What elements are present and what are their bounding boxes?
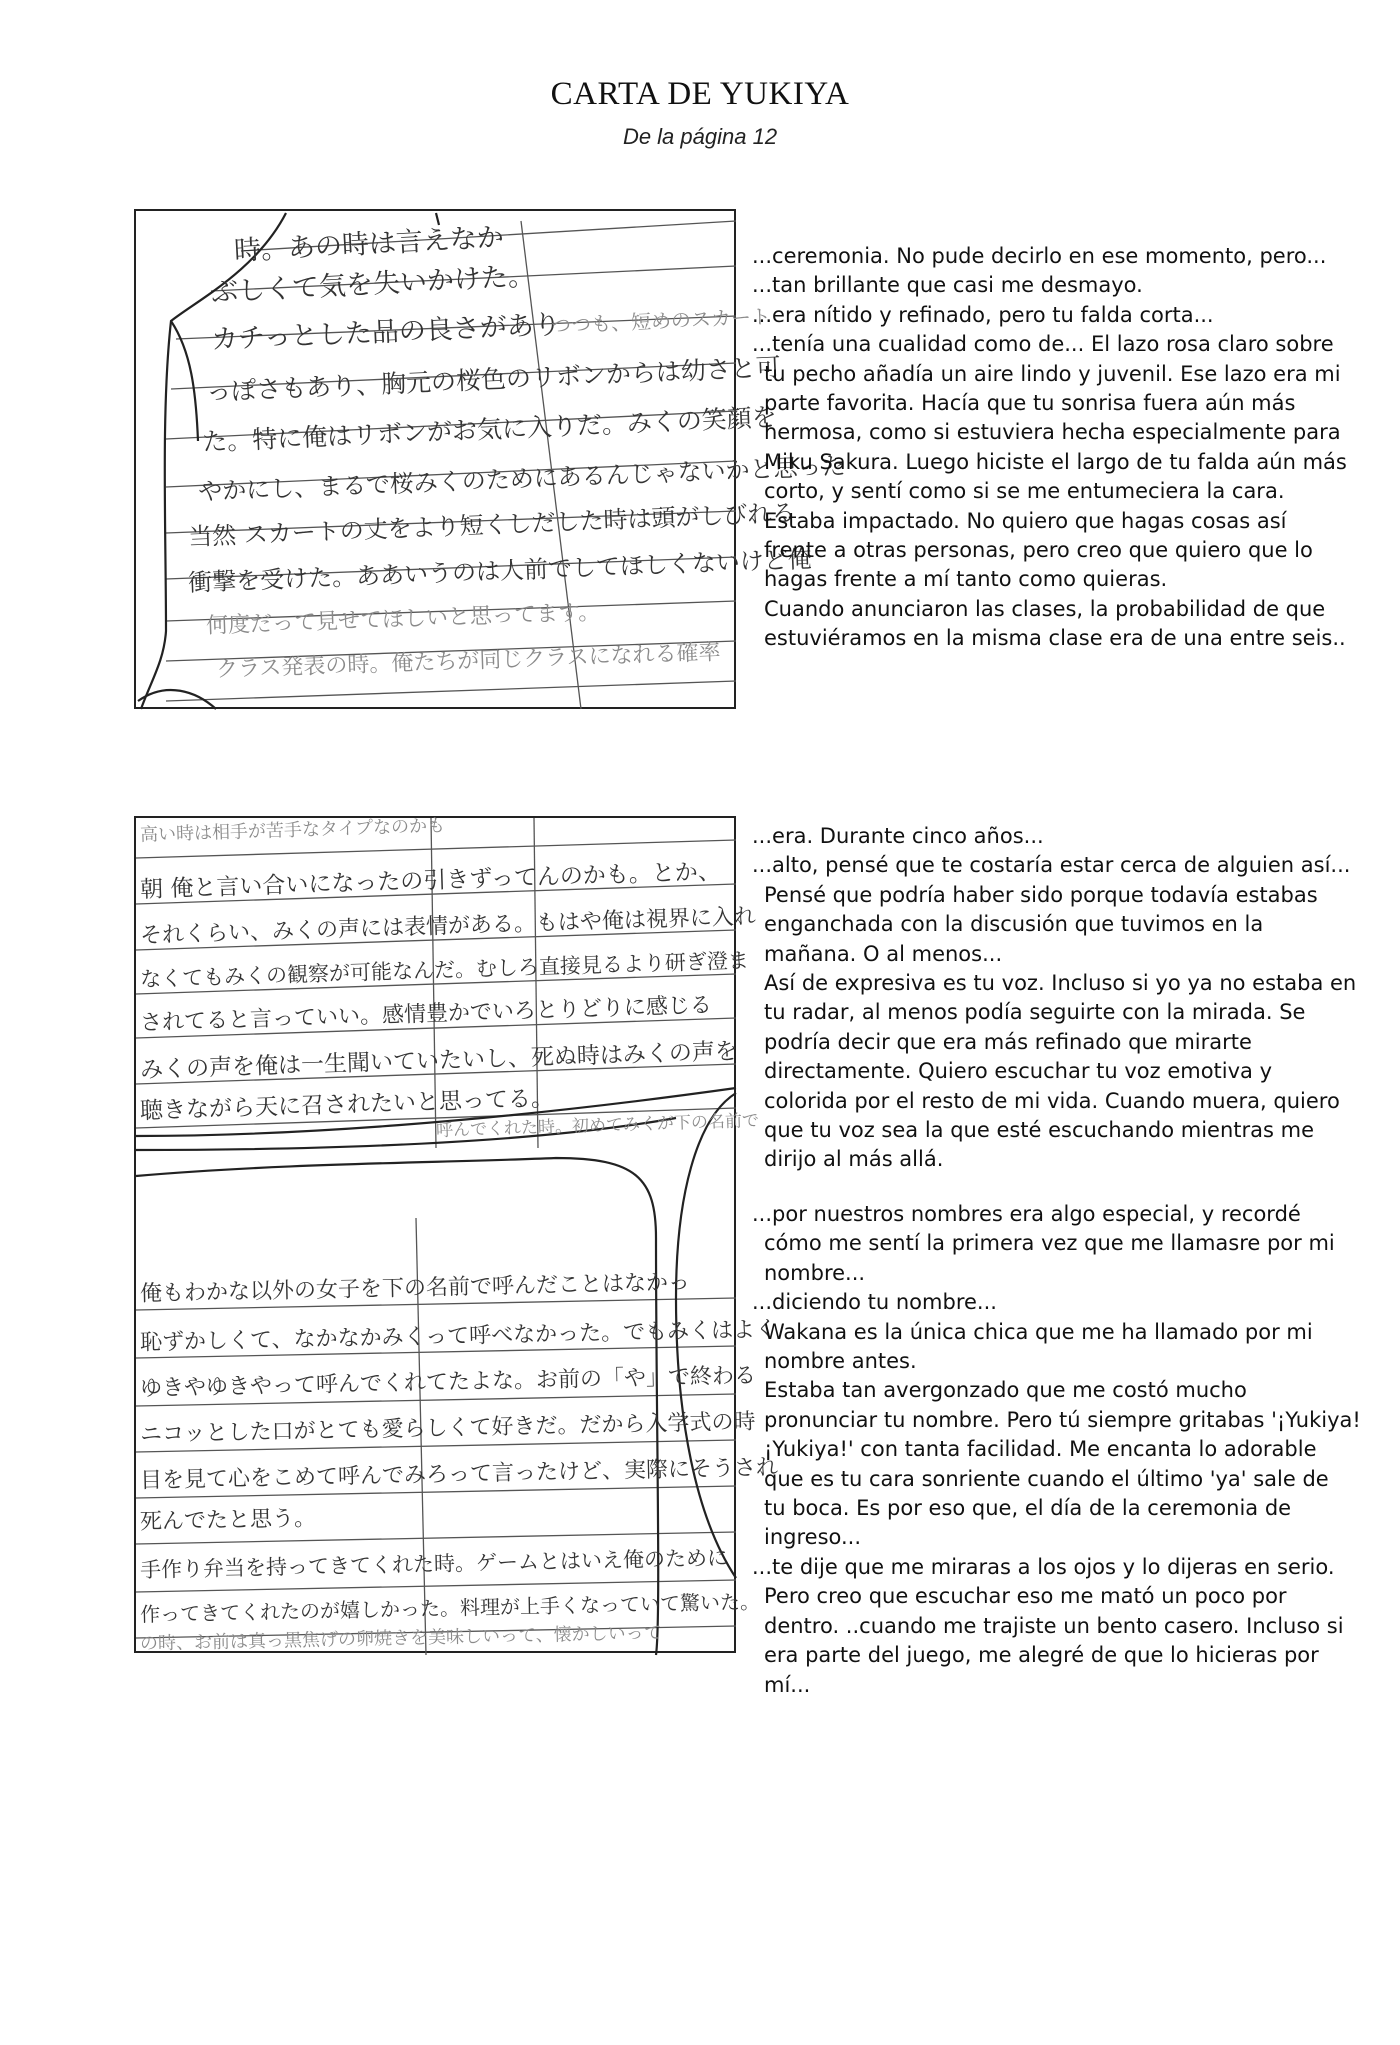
translation-line: ...tan brillante que casi me desmayo. <box>752 273 1143 298</box>
handwriting-line: カチっとした品の良さがあり <box>210 309 562 356</box>
handwriting-line: 恥ずかしくて、なかなかみくって呼べなかった。でもみくはよく <box>139 1317 778 1356</box>
handwriting-line: みくの声を俺は一生聞いていたいし、死ぬ時はみくの声を <box>139 1038 739 1084</box>
translation-line: cómo me sentí la primera vez que me llamasre por mi <box>764 1231 1335 1256</box>
translation-line: que tu voz sea la que esté escuchando mientras me <box>764 1118 1314 1143</box>
translation-line: ...era. Durante cinco años... <box>752 824 1044 848</box>
translation-line: Miku Sakura. Luego hiciste el largo de tu falda aún más <box>764 449 1347 474</box>
handwriting-line: つつも、短めのスカート <box>550 304 772 338</box>
handwriting-line: ぶしくて気を失いかけた。 <box>210 260 536 309</box>
handwriting-line: 当然 スカートの丈をより短くしだした時は頭がしびれる <box>187 498 796 552</box>
translation-line: nombre... <box>764 1260 866 1285</box>
handwriting-line: 作ってきてくれたのが嬉しかった。料理が上手くなっていて驚いた。 <box>139 1589 761 1627</box>
handwriting-line: ゆきやゆきやって呼んでくれてたよな。お前の「や」で終わる <box>139 1363 757 1402</box>
translation-line: Pero creo que escuchar eso me mató un poco por <box>764 1584 1287 1609</box>
page-title: CARTA DE YUKIYA <box>550 76 850 112</box>
translation-line: ...tenía una cualidad como de... El lazo rosa claro sobre <box>752 332 1334 357</box>
letter-panel-1 <box>134 209 847 709</box>
handwriting-line: 高い時は相手が苦手なタイプなのかも <box>139 815 446 846</box>
translation-line: corto, y sentí como si se me entumeciera la cara. <box>764 479 1285 504</box>
translation-line: Cuando anunciaron las clases, la probabilidad de que <box>764 596 1326 621</box>
handwriting-line: それくらい、みくの声には表情がある。もはや俺は視界に入れ <box>139 904 757 949</box>
translation-block-1 <box>752 242 1367 654</box>
translation-line: parte favorita. Hacía que tu sonrisa fuera aún más <box>764 391 1296 416</box>
translation-line: enganchada con la discusión que tuvimos en la <box>764 912 1264 937</box>
translation-line: frente a otras personas, pero creo que quiero que lo <box>764 538 1313 563</box>
translation-line: tu pecho añadía un aire lindo y juvenil. Ese lazo era mi <box>764 361 1341 386</box>
handwriting-line: 手作り弁当を持ってきてくれた時。ゲームとはいえ俺のために <box>139 1545 729 1583</box>
handwriting-line: 死んでたと思う。 <box>139 1506 317 1535</box>
translation-line: ...diciendo tu nombre... <box>752 1290 997 1315</box>
translation-line: estuviéramos en la misma clase era de una entre seis.. <box>764 626 1346 651</box>
translation-line: ...era nítido y refinado, pero tu falda corta... <box>752 302 1214 327</box>
handwriting-line: 何度だって見せてほしいと思ってます。 <box>205 600 601 639</box>
translation-block-2 <box>752 822 1367 1175</box>
translation-line: ...ceremonia. No pude decirlo en ese momento, pero... <box>752 244 1327 268</box>
translation-line: mañana. O al menos... <box>764 941 1003 966</box>
translation-line: nombre antes. <box>764 1349 917 1374</box>
page-subtitle: De la página 12 <box>622 124 778 149</box>
handwriting-line: っぽさもあり、胸元の桜色のリボンからは幼さと可 <box>205 352 782 407</box>
translation-line: dentro. ..cuando me trajiste un bento casero. Incluso si <box>764 1613 1344 1638</box>
handwriting-line: ニコッとした口がとても愛らしくて好きだ。だから入学式の時 <box>139 1409 756 1448</box>
translation-line: ...por nuestros nombres era algo especial, y recordé <box>752 1202 1301 1226</box>
handwriting-line: されてると言っていい。感情豊かでいろとりどりに感じる <box>139 993 713 1036</box>
translation-line: tu radar, al menos podía seguirte con la mirada. Se <box>764 1000 1306 1025</box>
handwriting-line: た。特に俺はリボンがお気に入りだ。みくの笑顔を <box>201 402 778 457</box>
translation-line: ...alto, pensé que te costaría estar cerca de alguien así... <box>752 853 1351 878</box>
translation-block-3 <box>752 1200 1367 1700</box>
handwriting-line: 俺もわかな以外の女子を下の名前で呼んだことはなかっ <box>139 1270 691 1307</box>
handwriting-line: 呼んでくれた時。初めてみくが下の名前で <box>435 1110 760 1142</box>
translation-line: mí... <box>764 1672 811 1697</box>
translation-line: ¡Yukiya!' con tanta facilidad. Me encanta lo adorable <box>764 1437 1317 1462</box>
translation-line: era parte del juego, me alegré de que lo hicieras por <box>764 1643 1319 1668</box>
translation-line: dirijo al más allá. <box>764 1147 944 1172</box>
letter-panel-2 <box>134 815 779 1655</box>
handwriting-line: 目を見て心をこめて呼んでみろって言ったけど、実際にそうされ <box>139 1455 779 1494</box>
translation-line: Estaba impactado. No quiero que hagas cosas así <box>764 508 1287 533</box>
translation-line: podría decir que era más refinado que mirarte <box>764 1029 1252 1054</box>
translation-line: hermosa, como si estuviera hecha especialmente para <box>764 420 1341 445</box>
translation-line: hagas frente a mí tanto como quieras. <box>764 567 1168 592</box>
translation-line: colorida por el resto de mi vida. Cuando muera, quiero <box>764 1088 1340 1113</box>
handwriting-line: やかにし、まるで桜みくのためにあるんじゃないかと思った <box>197 452 847 506</box>
translation-line: Así de expresiva es tu voz. Incluso si yo ya no estaba en <box>764 971 1357 996</box>
translation-line: Pensé que podría haber sido porque todavía estabas <box>764 882 1318 907</box>
handwriting-line: 朝 俺と言い合いになったの引きずってんのかも。とか、 <box>139 858 722 904</box>
translation-line: Wakana es la única chica que me ha llamado por mi <box>764 1319 1313 1344</box>
translation-line: que es tu cara sonriente cuando el último 'ya' sale de <box>764 1466 1329 1491</box>
translation-line: pronunciar tu nombre. Pero tú siempre gritabas '¡Yukiya! <box>764 1407 1361 1432</box>
handwriting-line: 衝撃を受けた。ああいうのは人前でしてほしくないけど俺 <box>187 545 813 597</box>
handwriting-line: 時。あの時は言えなか <box>233 221 505 268</box>
translation-line: directamente. Quiero escuchar tu voz emotiva y <box>764 1059 1273 1084</box>
translation-line: Estaba tan avergonzado que me costó mucho <box>764 1378 1247 1403</box>
translation-line: ...te dije que me miraras a los ojos y lo dijeras en serio. <box>752 1554 1335 1579</box>
handwriting-line: の時、お前は真っ黒焦げの卵焼きを美味しいって、懐かしいって <box>139 1622 662 1655</box>
handwriting-line: 聴きながら天に召されたいと思ってる。 <box>139 1085 555 1125</box>
handwriting-line: クラス発表の時。俺たちが同じクラスになれる確率 <box>215 640 721 683</box>
translation-line: ingreso... <box>764 1525 862 1550</box>
handwriting-line: なくてもみくの観察が可能なんだ。むしろ直接見るより研ぎ澄ま <box>139 948 750 992</box>
translation-line: tu boca. Es por eso que, el día de la ceremonia de <box>764 1496 1292 1521</box>
